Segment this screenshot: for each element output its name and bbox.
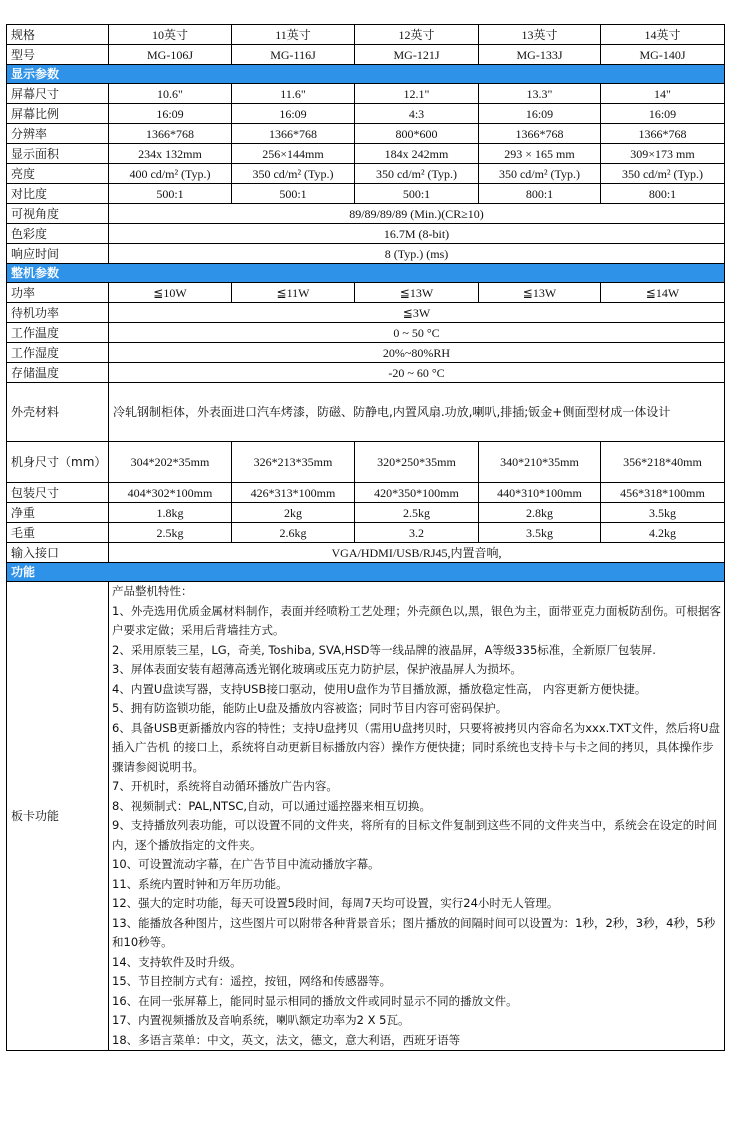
display-row-value: 256×144mm: [232, 144, 355, 164]
gross-weight-row: [7, 523, 725, 543]
spec-table: [6, 24, 725, 1051]
humidity-value: 20%~80%RH: [109, 343, 725, 363]
display-row-label: 对比度: [7, 184, 109, 204]
gross-weight-cell: 3.5kg: [479, 523, 601, 543]
display-row-value: 350 cd/m² (Typ.): [355, 164, 479, 184]
storage-row: [7, 363, 725, 383]
power-cell: ≦14W: [601, 283, 725, 303]
response-label: 响应时间: [7, 244, 109, 264]
gross-weight-cell: 2.6kg: [232, 523, 355, 543]
size-header-row: [7, 25, 725, 45]
body-size-cell: 304*202*35mm: [109, 442, 232, 483]
model-cell: MG-140J: [601, 45, 725, 65]
gross-weight-cell: 3.2: [355, 523, 479, 543]
model-cell: MG-133J: [479, 45, 601, 65]
standby-row: [7, 303, 725, 323]
package-cell: 404*302*100mm: [109, 483, 232, 503]
display-row: [7, 184, 725, 204]
display-row-value: 350 cd/m² (Typ.): [479, 164, 601, 184]
size-header-label: 规格: [7, 25, 109, 45]
display-section-title: 显示参数: [7, 65, 725, 84]
shell-row: [7, 383, 725, 442]
display-row-value: 1366*768: [232, 124, 355, 144]
feature-line: 8、视频制式：PAL,NTSC,自动，可以通过遥控器来相互切换。: [112, 798, 432, 813]
input-row: [7, 543, 725, 563]
display-row: [7, 164, 725, 184]
input-value: VGA/HDMI/USB/RJ45,内置音响,: [109, 543, 725, 563]
display-row: [7, 84, 725, 104]
body-size-row: [7, 442, 725, 483]
display-row-value: 12.1": [355, 84, 479, 104]
body-size-cell: 340*210*35mm: [479, 442, 601, 483]
color-row: [7, 224, 725, 244]
package-cell: 420*350*100mm: [355, 483, 479, 503]
display-row-value: 14": [601, 84, 725, 104]
display-row-value: 184x 242mm: [355, 144, 479, 164]
feature-line: 11、系统内置时钟和万年历功能。: [112, 876, 288, 891]
power-label: 功率: [7, 283, 109, 303]
display-row-label: 屏幕尺寸: [7, 84, 109, 104]
power-cell: ≦11W: [232, 283, 355, 303]
net-weight-cell: 1.8kg: [109, 503, 232, 523]
package-cell: 426*313*100mm: [232, 483, 355, 503]
temp-value: 0 ~ 50 °C: [109, 323, 725, 343]
display-row-label: 屏幕比例: [7, 104, 109, 124]
display-row-label: 显示面积: [7, 144, 109, 164]
display-row-label: 亮度: [7, 164, 109, 184]
color-value: 16.7M (8-bit): [109, 224, 725, 244]
storage-label: 存储温度: [7, 363, 109, 383]
body-size-cell: 356*218*40mm: [601, 442, 725, 483]
feature-line: 2、采用原装三星，LG，奇美, Toshiba, SVA,HSD等一线品牌的液晶屏，A等级335标准，全新原厂包装屏.: [112, 642, 656, 657]
net-weight-row: [7, 503, 725, 523]
humidity-label: 工作湿度: [7, 343, 109, 363]
display-row-label: 分辨率: [7, 124, 109, 144]
display-row-value: 800:1: [601, 184, 725, 204]
gross-weight-cell: 2.5kg: [109, 523, 232, 543]
model-label: 型号: [7, 45, 109, 65]
display-row-value: 4:3: [355, 104, 479, 124]
package-cell: 456*318*100mm: [601, 483, 725, 503]
display-row-value: 400 cd/m² (Typ.): [109, 164, 232, 184]
feature-line: 7、开机时，系统将自动循环播放广告内容。: [112, 779, 338, 793]
model-cell: MG-121J: [355, 45, 479, 65]
display-row-value: 13.3": [479, 84, 601, 104]
net-weight-cell: 2.5kg: [355, 503, 479, 523]
feature-line: 3、屏体表面安装有超薄高透光钢化玻璃或压克力防护层，保护液晶屏人为损坏。: [112, 662, 522, 676]
size-12: 12英寸: [355, 25, 479, 45]
feature-line: 13、能播放各种图片，这些图片可以附带各种背景音乐；图片播放的间隔时间可以设置为：1秒，2秒，3秒，4秒，5秒和10秒等。: [112, 915, 716, 949]
display-row-value: 10.6": [109, 84, 232, 104]
display-row-value: 500:1: [109, 184, 232, 204]
display-row-value: 11.6": [232, 84, 355, 104]
feature-line: 6、具备USB更新播放内容的特性；支持U盘拷贝（需用U盘拷贝时，只要将被拷贝内容命名为xxx.TXT文件，然后将U盘插入广告机 的接口上，系统将自动更新目标播放内容）操作方便快捷；同时系统也支持卡与卡之间的拷贝，具体操作步骤请参阅说明书。: [112, 720, 720, 774]
feature-line: 15、节目控制方式有：遥控，按钮，网络和传感器等。: [112, 974, 392, 988]
model-row: [7, 45, 725, 65]
size-11: 11英寸: [232, 25, 355, 45]
display-row-value: 800:1: [479, 184, 601, 204]
feature-line: 产品整机特性：: [112, 584, 193, 598]
display-row: [7, 104, 725, 124]
feature-line: 4、内置U盘读写器，支持USB接口驱动，使用U盘作为节目播放源，播放稳定性高， 内容更新方便快捷。: [112, 681, 647, 696]
feature-line: 5、拥有防盗锁功能，能防止U盘及播放内容被盗；同时节目内容可密码保护。: [112, 701, 508, 715]
display-row-value: 16:09: [232, 104, 355, 124]
power-cell: ≦13W: [479, 283, 601, 303]
feature-line: 1、外壳选用优质金属材料制作，表面并经喷粉工艺处理；外壳颜色以,黑，银色为主，面带亚克力面板防刮伤。可根据客户要求定做；采用后背墙挂方式。: [112, 603, 721, 637]
display-row-value: 500:1: [232, 184, 355, 204]
package-row: [7, 483, 725, 503]
display-row-value: 350 cd/m² (Typ.): [601, 164, 725, 184]
feature-line: 12、强大的定时功能，每天可设置5段时间，每周7天均可设置，实行24小时无人管理。: [112, 896, 559, 910]
feature-line: 10、可设置流动字幕，在广告节目中流动播放字幕。: [112, 857, 380, 871]
storage-value: -20 ~ 60 °C: [109, 363, 725, 383]
shell-value: 冷轧钢制柜体，外表面进口汽车烤漆，防磁、防静电,内置风扇.功放,喇叭,排插;钣金+侧面型材成一体设计: [109, 383, 725, 442]
display-row-value: 800*600: [355, 124, 479, 144]
display-row-value: 293 × 165 mm: [479, 144, 601, 164]
system-section-row: [7, 264, 725, 283]
model-cell: MG-106J: [109, 45, 232, 65]
humidity-row: [7, 343, 725, 363]
package-cell: 440*310*100mm: [479, 483, 601, 503]
display-row: [7, 124, 725, 144]
body-size-cell: 320*250*35mm: [355, 442, 479, 483]
model-cell: MG-116J: [232, 45, 355, 65]
feature-line: 9、支持播放列表功能，可以设置不同的文件夹，将所有的目标文件复制到这些不同的文件夹当中，系统会在设定的时间内，逐个播放指定的文件夹。: [112, 818, 718, 852]
spec-sheet: [6, 24, 724, 1051]
features-label: 板卡功能: [7, 582, 109, 1051]
features-list: [109, 582, 725, 1051]
feature-line: 14、支持软件及时升级。: [112, 954, 242, 969]
package-label: 包装尺寸: [7, 483, 109, 503]
display-row-value: 1366*768: [601, 124, 725, 144]
response-row: [7, 244, 725, 264]
net-weight-cell: 2.8kg: [479, 503, 601, 523]
shell-label: 外壳材料: [7, 383, 109, 442]
net-weight-cell: 2kg: [232, 503, 355, 523]
display-row-value: 500:1: [355, 184, 479, 204]
power-cell: ≦13W: [355, 283, 479, 303]
gross-weight-label: 毛重: [7, 523, 109, 543]
display-section-row: [7, 65, 725, 84]
body-size-cell: 326*213*35mm: [232, 442, 355, 483]
power-row: [7, 283, 725, 303]
display-row-value: 1366*768: [479, 124, 601, 144]
gross-weight-cell: 4.2kg: [601, 523, 725, 543]
color-label: 色彩度: [7, 224, 109, 244]
display-row-value: 350 cd/m² (Typ.): [232, 164, 355, 184]
display-row-value: 309×173 mm: [601, 144, 725, 164]
system-section-title: 整机参数: [7, 264, 725, 283]
display-row: [7, 144, 725, 164]
viewing-angle-label: 可视角度: [7, 204, 109, 224]
display-row-value: 234x 132mm: [109, 144, 232, 164]
body-size-label: 机身尺寸（mm）: [7, 442, 109, 483]
input-label: 输入接口: [7, 543, 109, 563]
net-weight-cell: 3.5kg: [601, 503, 725, 523]
viewing-angle-value: 89/89/89/89 (Min.)(CR≥10): [109, 204, 725, 224]
feature-line: 17、内置视频播放及音响系统，喇叭额定功率为2 X 5瓦。: [112, 1013, 410, 1027]
display-row-value: 1366*768: [109, 124, 232, 144]
features-row: [7, 582, 725, 1051]
size-10: 10英寸: [109, 25, 232, 45]
display-row-value: 16:09: [479, 104, 601, 124]
standby-label: 待机功率: [7, 303, 109, 323]
net-weight-label: 净重: [7, 503, 109, 523]
features-section-title: 功能: [7, 563, 725, 582]
display-row-value: 16:09: [109, 104, 232, 124]
power-cell: ≦10W: [109, 283, 232, 303]
display-row-value: 16:09: [601, 104, 725, 124]
feature-line: 18、多语言菜单：中文，英文，法文，德文，意大利语，西班牙语等: [112, 1032, 461, 1047]
size-14: 14英寸: [601, 25, 725, 45]
temp-row: [7, 323, 725, 343]
response-value: 8 (Typ.) (ms): [109, 244, 725, 264]
size-13: 13英寸: [479, 25, 601, 45]
viewing-angle-row: [7, 204, 725, 224]
standby-value: ≦3W: [109, 303, 725, 323]
features-section-row: [7, 563, 725, 582]
feature-line: 16、在同一张屏幕上，能同时显示相同的播放文件或同时显示不同的播放文件。: [112, 993, 518, 1008]
temp-label: 工作温度: [7, 323, 109, 343]
